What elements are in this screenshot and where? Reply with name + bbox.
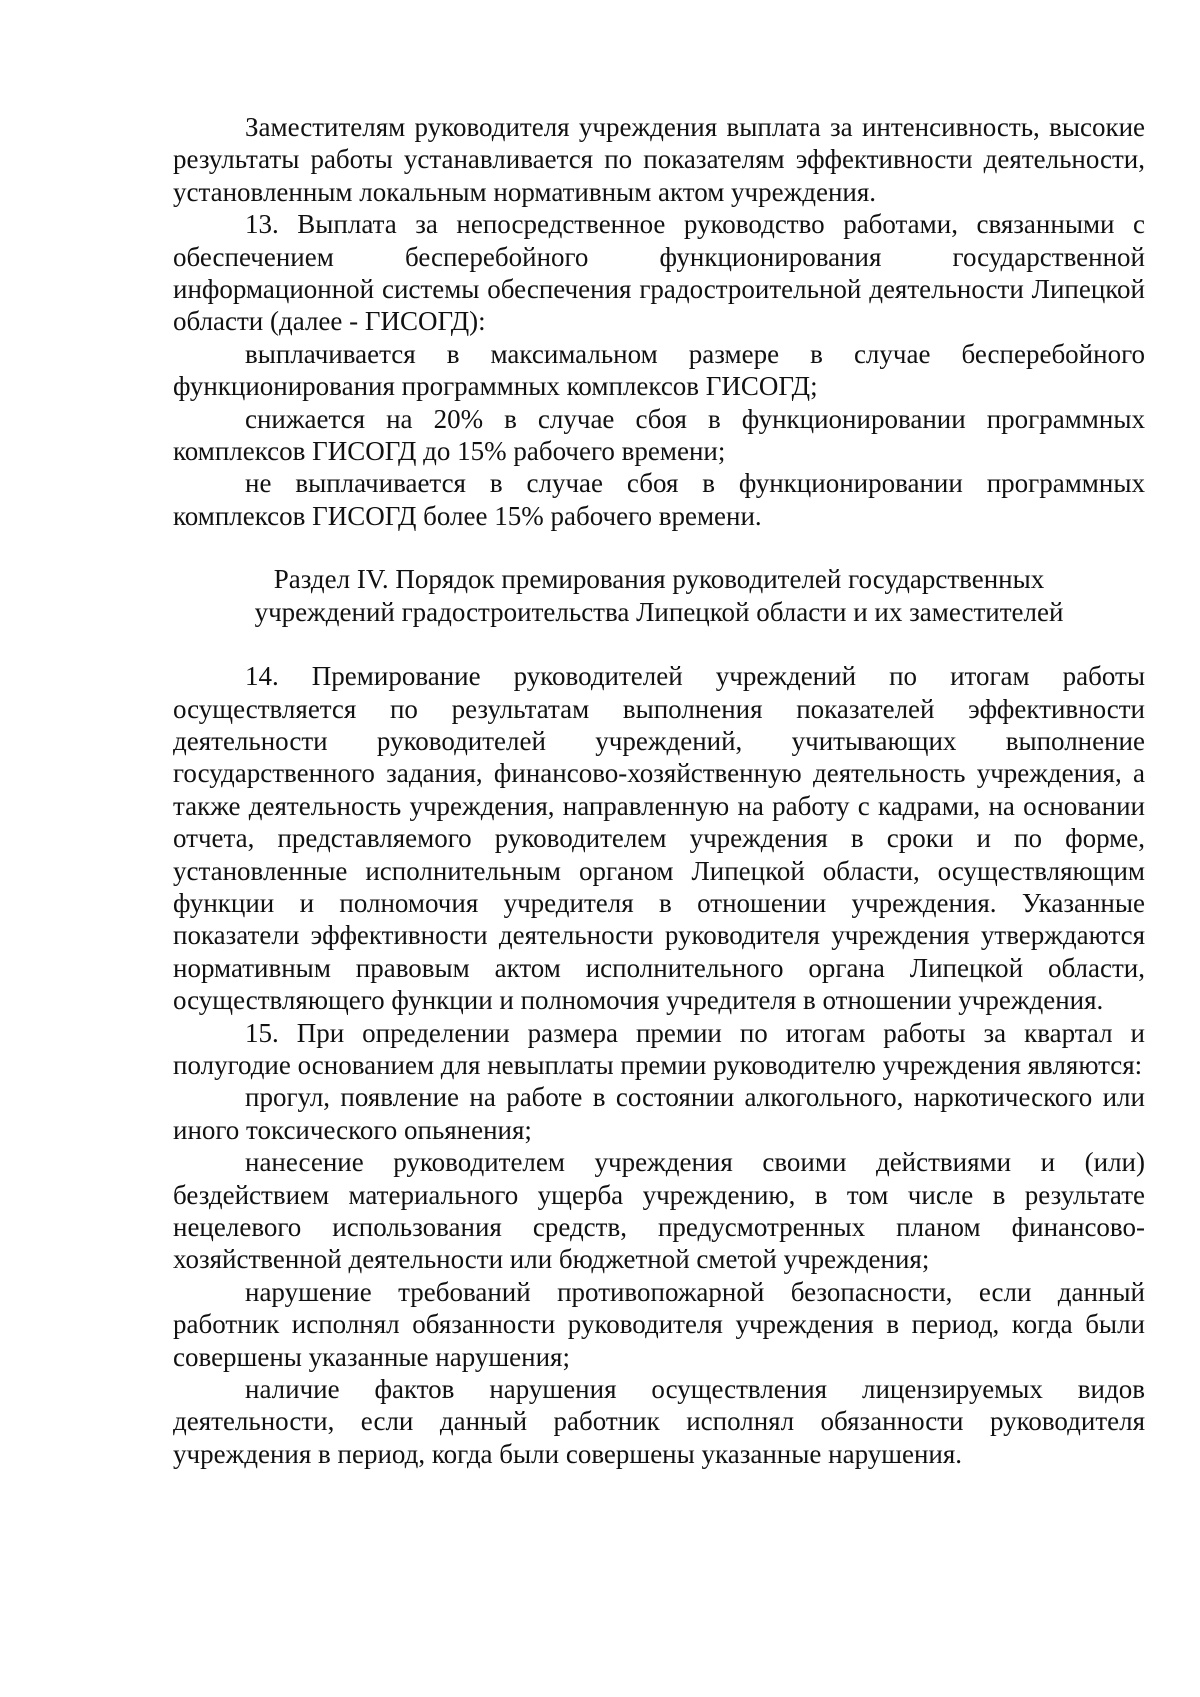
section-heading-line-1: Раздел IV. Порядок премирования руководителей государственных — [273, 564, 1045, 595]
paragraph-no-payment: не выплачивается в случае сбоя в функционировании программных комплексов ГИСОГД более 15% рабочего времени. — [173, 468, 1145, 531]
paragraph-deputies-payment: Заместителям руководителя учреждения выплата за интенсивность, высокие результаты работы устанавливается по показателям эффективности деятельности, установленным локальным нормативным актом учреждения. — [173, 112, 1145, 207]
paragraph-reduced-payment: снижается на 20% в случае сбоя в функционировании программных комплексов ГИСОГД до 15% рабочего времени; — [173, 403, 1145, 467]
paragraph-fire-safety: нарушение требований противопожарной безопасности, если данный работник исполнял обязанности руководителя учреждения в период, когда были совершены указанные нарушения; — [173, 1276, 1145, 1372]
paragraph-truancy: прогул, появление на работе в состоянии алкогольного, наркотического или иного токсического опьянения; — [173, 1082, 1145, 1145]
section-heading-line-2: учреждений градостроительства Липецкой области и их заместителей — [254, 596, 1064, 627]
spacer — [173, 628, 1145, 660]
paragraph-item-15: 15. При определении размера премии по итогам работы за квартал и полугодие основанием для невыплаты премии руководителю учреждения являются: — [173, 1017, 1145, 1080]
paragraph-material-damage: нанесение руководителем учреждения своими действиями и (или) бездействием материального ущерба учреждению, в том числе в результате нецелевого использования средств, предусмотренных планом финансово-хозяйственной деятельности или бюджетной сметой учреждения; — [173, 1147, 1145, 1275]
paragraph-item-13: 13. Выплата за непосредственное руководство работами, связанными с обеспечением бесперебойного функционирования государственной информационной системы обеспечения градостроительной деятельности Липецкой области (далее - ГИСОГД): — [173, 209, 1145, 337]
paragraph-licensing-violations: наличие фактов нарушения осуществления лицензируемых видов деятельности, если данный работник исполнял обязанности руководителя учреждения в период, когда были совершены указанные нарушения. — [173, 1374, 1145, 1469]
paragraph-item-14: 14. Премирование руководителей учреждений по итогам работы осуществляется по результатам выполнения показателей эффективности деятельности руководителей учреждений, учитывающих выполнение государственного задания, финансово-хозяйственную деятельность учреждения, а также деятельность учреждения, направленную на работу с кадрами, на основании отчета, представляемого руководителем учреждения в сроки и по форме, установленные исполнительным органом Липецкой области, осуществляющим функции и полномочия учредителя в отношении учреждения. Указанные показатели эффективности деятельности руководителя учреждения утверждаются нормативным правовым актом исполнительного органа Липецкой области, осуществляющего функции и полномочия учредителя в отношении учреждения. — [173, 661, 1145, 1016]
section-heading — [173, 563, 1145, 628]
spacer — [173, 532, 1145, 563]
document-page — [173, 111, 1145, 1470]
paragraph-full-payment: выплачивается в максимальном размере в случае бесперебойного функционирования программных комплексов ГИСОГД; — [173, 338, 1145, 402]
